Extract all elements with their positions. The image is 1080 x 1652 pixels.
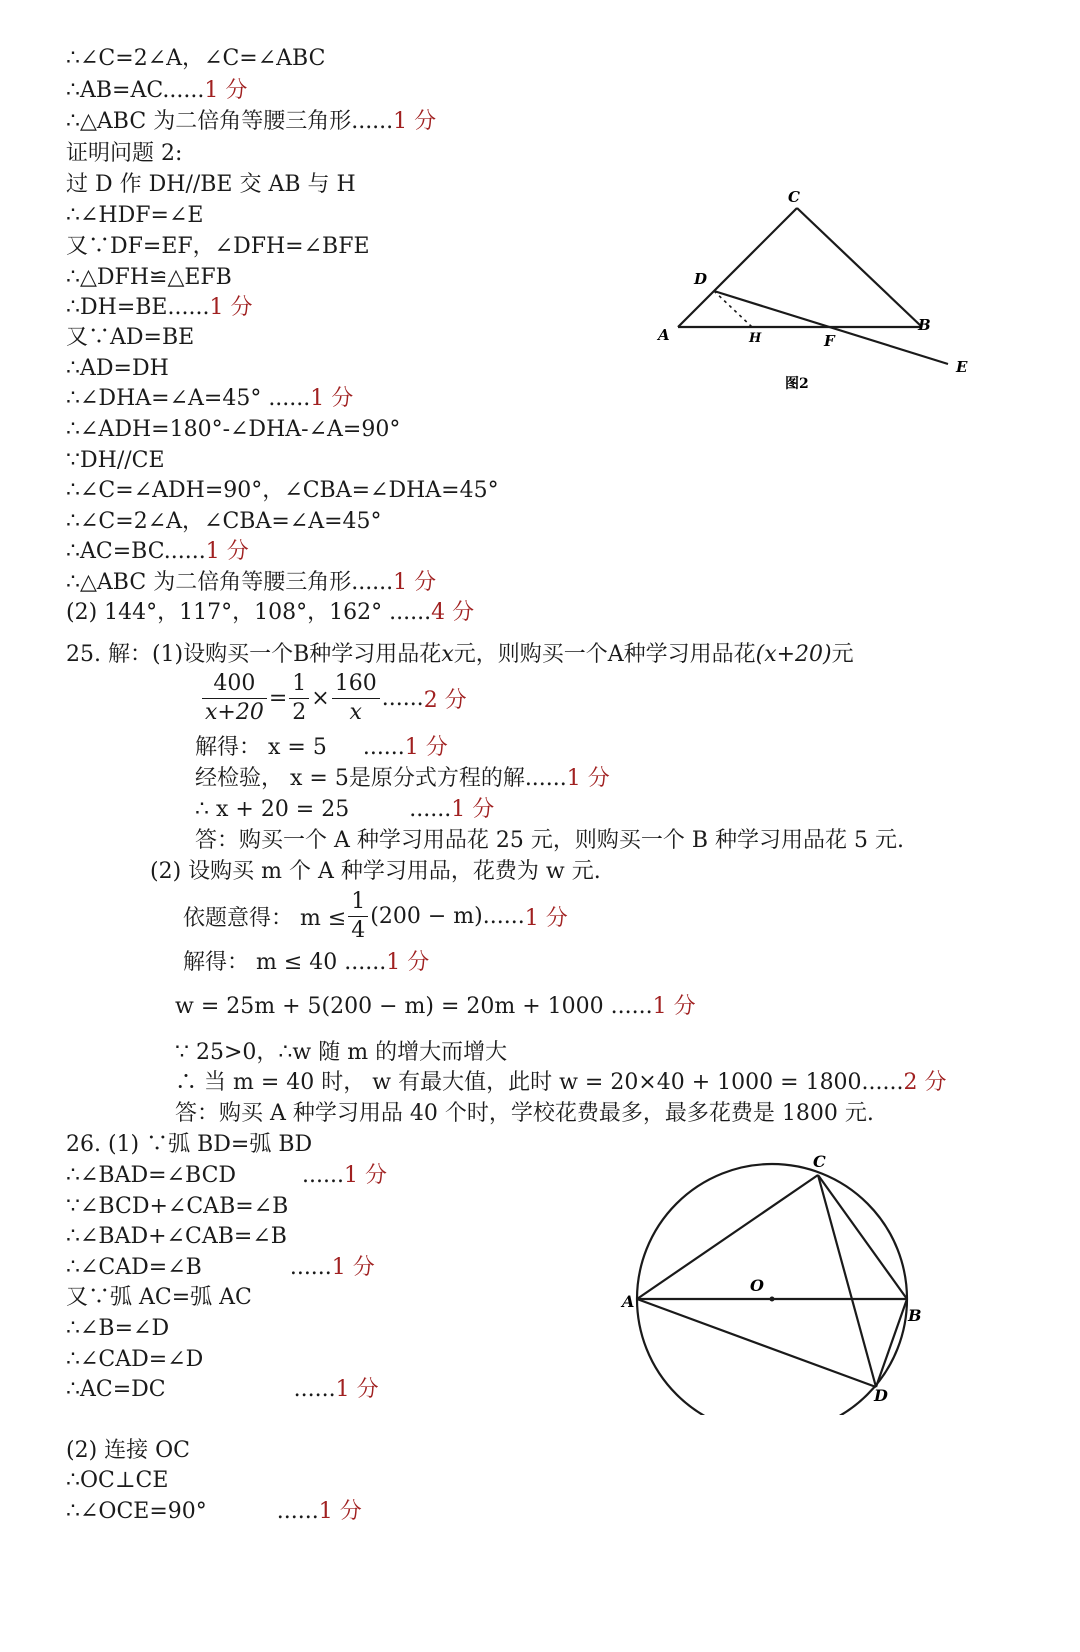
fraction-400: $\frac{400}{x+20}$ [202,670,267,727]
text-line: 又∵DF=EF，∠DFH=∠BFE [66,234,370,259]
inequality-line: 依题意得： m ≤ $\frac{1}{4}$ (200 − m)......1 分 [183,889,568,943]
text-line: 答：购买 A 种学习用品 40 个时，学校花费最多，最多花费是 1800 元. [175,1101,874,1126]
equation-line: $\frac{400}{x+20}$ = $\frac{1}{2}$ × $\frac{160}{x}$ ......2 分 [200,670,467,727]
score-mark: 1 分 [310,386,354,411]
score-mark: 1 分 [386,950,430,975]
text-line: ∵DH//CE [66,448,165,473]
text-line: ∴AC=DC ......1 分 [66,1377,379,1402]
score-mark: 4 分 [431,600,475,625]
score-mark: 1 分 [344,1163,388,1188]
fraction-half: $\frac{1}{2}$ [289,670,309,727]
segment-ac [637,1175,818,1299]
text-line: 又∵弧 AC=弧 AC [66,1285,252,1310]
text-line: ∴∠OCE=90° ......1 分 [66,1499,362,1524]
text-line: ∴∠BAD=∠BCD ......1 分 [66,1163,388,1188]
score-mark: 1 分 [209,295,253,320]
label-o: O [750,1276,764,1295]
text-line: ∴∠C=2∠A，∠C=∠ABC [66,46,326,71]
text-line: ∴ 当 m = 40 时， w 有最大值，此时 w = 20×40 + 1000 = 1800......2 分 [175,1070,947,1095]
label-b: B [918,316,931,334]
label-h: H [749,331,762,346]
text-line: 25. 解：(1)设购买一个B种学习用品花x元，则购买一个A种学习用品花(x+20)元 [66,642,854,667]
score-mark: 1 分 [451,797,495,822]
label-d: D [694,270,708,288]
text-line: ∴DH=BE......1 分 [66,295,253,320]
label-e: E [956,358,968,376]
text-line: ∴∠DHA=∠A=45° ......1 分 [66,386,354,411]
segment-cb [797,208,922,327]
segment-bd [876,1299,907,1387]
text-line: ∴AD=DH [66,356,169,381]
text-line: ∴OC⊥CE [66,1468,169,1493]
score-mark: 1 分 [331,1255,375,1280]
label-f: F [824,332,835,350]
score-mark: 1 分 [393,570,437,595]
label-a: A [658,326,670,344]
center-point [770,1297,775,1302]
score-mark: 1 分 [524,906,568,931]
circle-figure [620,1145,940,1415]
text-line: 26. (1) ∵弧 BD=弧 BD [66,1132,313,1157]
score-mark: 1 分 [652,994,696,1019]
score-mark: 1 分 [335,1377,379,1402]
text-line: w = 25m + 5(200 − m) = 20m + 1000 ......1 分 [175,994,696,1019]
text-line: ∴AB=AC......1 分 [66,78,248,103]
text-line: ∴∠CAD=∠B ......1 分 [66,1255,375,1280]
segment-ad [637,1299,876,1387]
text-line: ∴△ABC 为二倍角等腰三角形......1 分 [66,570,437,595]
text-line: ∴ x + 20 = 25 ......1 分 [195,797,495,822]
text-line: ∵∠BCD+∠CAB=∠B [66,1194,289,1219]
text-line: 又∵AD=BE [66,325,195,350]
text-line: 解得： x = 5 ......1 分 [195,735,448,760]
text-line: (2) 连接 OC [66,1438,191,1463]
segment-cd [818,1175,876,1387]
label-c: C [813,1152,826,1171]
text-line: ∴∠HDF=∠E [66,203,204,228]
triangle-figure [650,180,990,410]
score-mark: 1 分 [204,78,248,103]
section-heading: 证明问题 2: [66,141,183,166]
text-line: 经检验， x = 5是原分式方程的解......1 分 [195,766,610,791]
segment-ca [678,208,797,327]
fraction-quarter: $\frac{1}{4}$ [348,888,368,945]
score-mark: 2 分 [423,688,467,713]
score-mark: 1 分 [318,1499,362,1524]
text-line: 过 D 作 DH//BE 交 AB 与 H [66,172,356,197]
text-line: 答：购买一个 A 种学习用品花 25 元，则购买一个 B 种学习用品花 5 元. [195,828,904,853]
label-a: A [622,1292,635,1311]
fraction-160: $\frac{160}{x}$ [332,670,380,727]
circle-o [637,1164,907,1415]
text-line: ∴∠C=∠ADH=90°，∠CBA=∠DHA=45° [66,478,499,503]
label-b: B [908,1306,922,1325]
label-c: C [788,188,800,206]
text-line: (2) 144°，117°，108°，162° ......4 分 [66,600,475,625]
score-mark: 1 分 [205,539,249,564]
text-line: ∴∠C=2∠A，∠CBA=∠A=45° [66,509,382,534]
segment-cb [818,1175,907,1299]
score-mark: 1 分 [566,766,610,791]
text-line: 解得： m ≤ 40 ......1 分 [183,950,430,975]
text-line: ∴AC=BC......1 分 [66,539,249,564]
text-line: ∴∠BAD+∠CAB=∠B [66,1224,287,1249]
score-mark: 1 分 [393,109,437,134]
text-line: ∴∠CAD=∠D [66,1347,204,1372]
text-line: (2) 设购买 m 个 A 种学习用品，花费为 w 元. [150,859,601,884]
text-line: ∴∠ADH=180°-∠DHA-∠A=90° [66,417,401,442]
text-line: ∴∠B=∠D [66,1316,170,1341]
score-mark: 1 分 [404,735,448,760]
text-line: ∴△ABC 为二倍角等腰三角形......1 分 [66,109,437,134]
figure-caption: 图2 [785,376,809,392]
text-line: ∴△DFH≌△EFB [66,265,232,290]
score-mark: 2 分 [903,1070,947,1095]
label-d: D [874,1386,888,1405]
text-line: ∵ 25>0，∴w 随 m 的增大而增大 [175,1040,508,1065]
